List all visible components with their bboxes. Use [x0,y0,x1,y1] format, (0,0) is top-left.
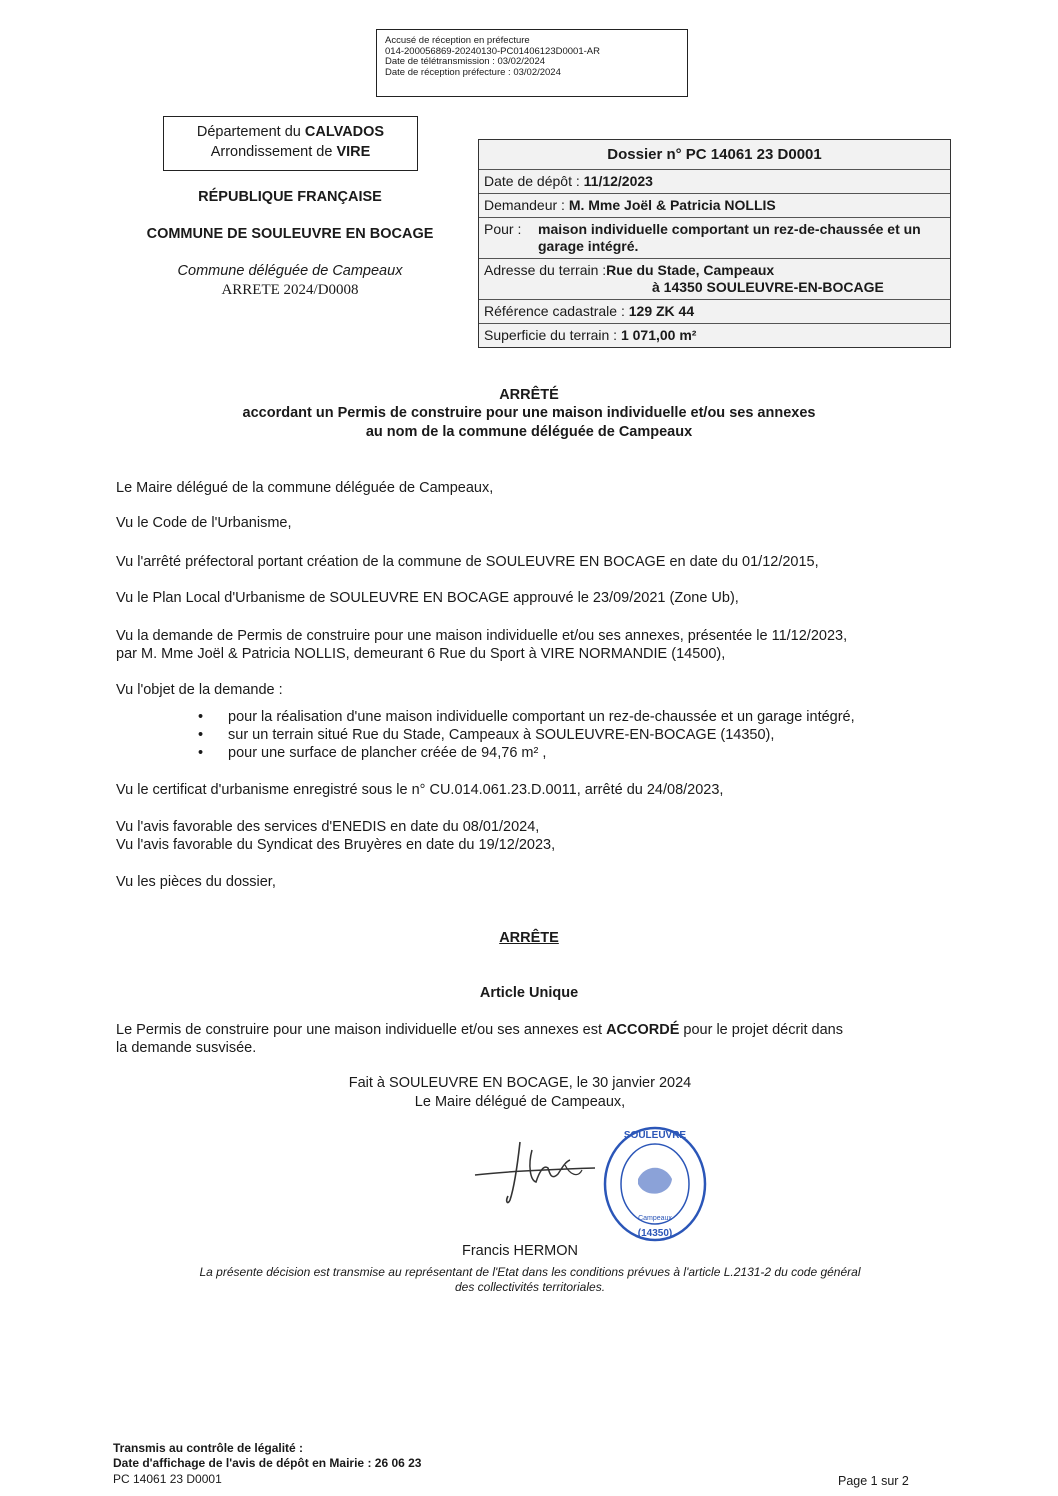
receipt-line-1: Accusé de réception en préfecture [385,35,530,46]
list-item [198,726,958,744]
decision-text-b: pour le projet décrit dans [679,1022,843,1038]
bullet-mark: • [198,709,204,725]
list-item [198,744,958,762]
objet-list [198,708,958,762]
dossier-demandeur-row [479,193,950,217]
decision-accorde: ACCORDÉ [606,1022,680,1038]
arrete-title: ARRÊTÉ [499,387,559,403]
date-value: 11/12/2023 [583,173,653,189]
demandeur-value: M. Mme Joël & Patricia NOLLIS [568,197,776,213]
vu-plu: Vu le Plan Local d'Urbanisme de SOULEUVRE EN BOCAGE approuvé le 23/09/2021 (Zone Ub), [116,590,739,606]
adresse-line-1-wrap [484,262,945,279]
receipt-box [376,29,688,97]
page-number: Page 1 sur 2 [838,1474,909,1488]
dept-prefix: Département du [196,124,305,140]
commune-seal [600,1124,710,1244]
svg-text:(14350): (14350) [637,1228,673,1239]
decision-text-2: la demande susvisée. [116,1040,257,1056]
fait-line: Fait à SOULEUVRE EN BOCAGE, le 30 janvier 2024 [348,1075,692,1091]
adresse-line-2: à 14350 SOULEUVRE-EN-BOCAGE [652,279,884,295]
bullet-text: sur un terrain situé Rue du Stade, Campeaux à SOULEUVRE-EN-BOCAGE (14350), [228,727,775,743]
arrete-number: ARRETE 2024/D0008 [221,282,359,298]
dossier-box [478,139,951,348]
vu-code-urbanisme: Vu le Code de l'Urbanisme, [116,515,292,531]
svg-text:Campeaux: Campeaux [638,1215,672,1222]
bullet-mark: • [198,745,204,761]
arrondissement-line [164,142,417,162]
dossier-pour-row [479,217,950,258]
dossier-cadastre-row [479,299,950,323]
dossier-adresse-row [479,258,950,299]
decision-heading: ARRÊTE [499,930,559,946]
arrete-subtitle-1: accordant un Permis de construire pour une maison individuelle et/ou ses annexes [242,405,816,421]
bullet-mark: • [198,727,204,743]
demandeur-label: Demandeur : [484,197,569,213]
arr-prefix: Arrondissement de [210,144,337,160]
receipt-line-3: Date de télétransmission : 03/02/2024 [385,56,546,67]
republic-heading: RÉPUBLIQUE FRANÇAISE [198,189,382,205]
legal-notice-2: des collectivités territoriales. [454,1280,606,1294]
vu-certificat: Vu le certificat d'urbanisme enregistré sous le n° CU.014.061.23.D.0011, arrêté du 24/08/2023, [116,782,724,798]
arrete-subtitle-2: au nom de la commune déléguée de Campeaux [365,424,693,440]
cadastre-value: 129 ZK 44 [628,303,695,319]
bullet-text: pour la réalisation d'une maison individuelle comportant un rez-de-chaussée et un garage intégré, [228,709,855,725]
superficie-label: Superficie du terrain : [484,327,621,343]
vu-enedis: Vu l'avis favorable des services d'ENEDIS en date du 08/01/2024, [116,819,540,835]
dossier-date-row [479,169,950,193]
footer-transmis: Transmis au contrôle de légalité : [113,1441,304,1455]
svg-text:SOULEUVRE: SOULEUVRE [623,1130,687,1141]
vu-objet: Vu l'objet de la demande : [116,682,283,698]
vu-syndicat: Vu l'avis favorable du Syndicat des Bruyères en date du 19/12/2023, [116,837,556,853]
dept-name: CALVADOS [304,124,385,140]
dossier-superficie-row [479,323,950,347]
decision-text-1 [116,1021,936,1039]
decision-text-a: Le Permis de construire pour une maison individuelle et/ou ses annexes est [116,1022,607,1038]
pour-value: maison individuelle comportant un rez-de-chaussée et un garage intégré. [538,221,921,254]
receipt-line-4: Date de réception préfecture : 03/02/2024 [385,66,561,78]
date-label: Date de dépôt : [484,173,584,189]
legal-notice-1: La présente décision est transmise au représentant de l'Etat dans les conditions prévues à l'article L.2131-2 du code général [199,1265,861,1279]
vu-demande-1: Vu la demande de Permis de construire pour une maison individuelle et/ou ses annexes, présentée le 11/12/2023, [116,628,848,644]
adresse-label: Adresse du terrain : [484,262,607,278]
signatory-name: Francis HERMON [461,1243,578,1259]
commune-deleguee: Commune déléguée de Campeaux [177,263,403,279]
cadastre-label: Référence cadastrale : [484,303,629,319]
article-heading: Article Unique [479,985,579,1001]
vu-arrete-prefectoral: Vu l'arrêté préfectoral portant création de la commune de SOULEUVRE EN BOCAGE en date du 01/12/2015, [116,554,819,570]
department-box [163,116,418,171]
adresse-line-2-wrap [484,279,945,296]
footer-pc-number: PC 14061 23 D0001 [113,1472,222,1486]
footer-affichage: Date d'affichage de l'avis de dépôt en Mairie : 26 06 23 [113,1456,422,1470]
department-line [164,122,417,142]
pour-label: Pour : [484,221,522,237]
bullet-text: pour une surface de plancher créée de 94,76 m² , [228,745,547,761]
maire-line: Le Maire délégué de la commune déléguée de Campeaux, [116,480,494,496]
vu-demande-2: par M. Mme Joël & Patricia NOLLIS, demeurant 6 Rue du Sport à VIRE NORMANDIE (14500), [116,646,726,662]
dossier-title: Dossier n° PC 14061 23 D0001 [607,146,822,163]
maire-delegue-line: Le Maire délégué de Campeaux, [414,1094,626,1110]
vu-pieces: Vu les pièces du dossier, [116,874,276,890]
receipt-line-2: 014-200056869-20240130-PC01406123D0001-AR [385,45,600,57]
handwritten-signature [470,1130,600,1210]
adresse-line-1: Rue du Stade, Campeaux [606,262,775,278]
arr-name: VIRE [336,144,371,160]
list-item [198,708,958,726]
commune-heading: COMMUNE DE SOULEUVRE EN BOCAGE [146,226,434,242]
superficie-value: 1 071,00 m² [620,327,697,343]
